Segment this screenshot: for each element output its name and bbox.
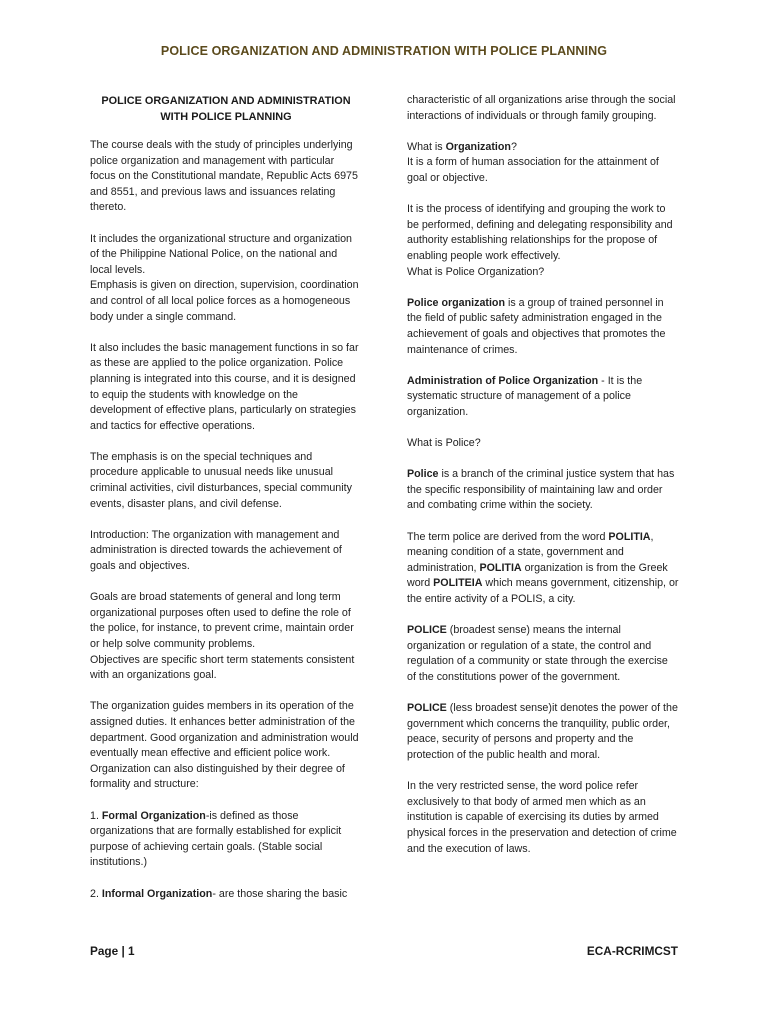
course-description-paragraph: The course deals with the study of principles underlying police organization and management with particular focus on the Constitutional mandate, Republic Acts 6975 and 8551, and previous laws and issuances relating thereto. <box>90 139 358 214</box>
administration-term: Administration of Police Organization <box>407 374 599 387</box>
police-broadest-term: POLICE <box>407 624 447 637</box>
formal-organization-term: Formal Organization <box>101 809 206 822</box>
list-number: 2. <box>90 887 102 900</box>
police-term: Police <box>407 468 439 481</box>
police-organization-definition <box>407 296 679 358</box>
organization-answer: It is a form of human association for the attainment of goal or objective. <box>407 156 659 184</box>
etymology-term-politeia: POLITEIA <box>433 577 483 590</box>
footer-code: ECA-RCRIMCST <box>586 944 678 958</box>
question-police-organization: What is Police Organization? <box>407 265 545 278</box>
etymology-text: organization is from the Greek word <box>407 561 668 590</box>
police-broadest-sense <box>407 623 679 685</box>
question-mark: ? <box>510 140 517 153</box>
organization-guides-paragraph: The organization guides members in its operation of the assigned duties. It enhances better administration of the department. Good organization and administration would eventually mean effective and efficient police work. <box>90 700 359 760</box>
etymology-term-politia: POLITIA <box>608 530 651 543</box>
informal-organization-item <box>90 887 362 903</box>
page-header-title: POLICE ORGANIZATION AND ADMINISTRATION WITH POLICE PLANNING <box>160 44 608 58</box>
goals-paragraph: Goals are broad statements of general and long term organizational purposes often used to define the role of the police, for instance, to prevent crime, maintain order or help solve community problems. <box>90 591 354 650</box>
question-term: Organization <box>445 140 511 153</box>
document-title <box>90 93 362 125</box>
organizational-structure-paragraph: It includes the organizational structure and organization of the Philippine National Police, on the national and local levels. <box>90 232 353 276</box>
police-broadest-text: (broadest sense) means the internal organization or regulation of a state, the control and regulation of a community or state through the exercise of the constitutions power of the government. <box>407 624 668 683</box>
formal-organization-definition: -is defined as those organizations that are formally established for explicit purpose of achieving certain goals. (Stable social institutions.) <box>90 809 342 869</box>
police-organization-term: Police organization <box>407 296 505 309</box>
question-organization <box>407 140 679 156</box>
organization-process-paragraph: It is the process of identifying and grouping the work to be performed, defining and delegating responsibility and authority establishing relationships for the propose of enabling people work effectively. <box>407 203 673 262</box>
right-column <box>407 93 679 873</box>
police-less-broadest-sense <box>407 701 679 763</box>
restricted-sense-paragraph: In the very restricted sense, the word police refer exclusively to that body of armed men which as an institution is capable of exercising its duties by armed physical forces in the preservation and detection of crime and the execution of laws. <box>407 780 677 855</box>
administration-text: - It is the systematic structure of management of a police organization. <box>407 374 643 418</box>
etymology-paragraph <box>407 530 679 608</box>
police-less-broadest-text: (less broadest sense)it denotes the power of the government which concerns the tranquility, public order, peace, security of persons and property and the protection of the public health and moral. <box>407 702 678 761</box>
page-number: Page | 1 <box>90 944 135 958</box>
etymology-text: which means government, citizenship, or the entire activity of a POLIS, a city. <box>407 577 679 605</box>
police-less-broadest-term: POLICE <box>407 702 447 715</box>
informal-organization-definition: - are those sharing the basic <box>212 887 348 900</box>
left-column <box>90 93 362 918</box>
etymology-text: , meaning condition of a state, government and administration, <box>407 530 654 574</box>
etymology-text: The term police are derived from the word <box>407 530 609 543</box>
informal-organization-term: Informal Organization <box>101 887 213 900</box>
special-techniques-paragraph: The emphasis is on the special techniques and procedure applicable to unusual needs like unusual criminal activities, civil disturbances, special community events, disaster plans, and civil defense. <box>90 450 352 510</box>
formal-organization-item <box>90 809 362 871</box>
management-functions-paragraph: It also includes the basic management functions in so far as these are applied to the police organization. Police planning is integrated into this course, and it is designed to equip the students with knowledge on the development of effective plans, particularly on strategies and tactics for effective operations. <box>90 341 359 432</box>
police-organization-text: is a group of trained personnel in the field of public safety administration engaged in the achievement of goals and objectives that promotes the maintenance of crimes. <box>407 296 666 356</box>
introduction-paragraph: Introduction: The organization with management and administration is directed towards the achievement of goals and objectives. <box>90 528 342 573</box>
question-police: What is Police? <box>407 437 481 450</box>
emphasis-paragraph: Emphasis is given on direction, supervision, coordination and control of all local police forces as a homogeneous body under a single command. <box>90 279 359 323</box>
administration-definition <box>407 374 679 421</box>
list-number: 1. <box>90 809 102 822</box>
police-definition <box>407 467 679 514</box>
etymology-term-politia: POLITIA <box>479 561 522 574</box>
formality-paragraph: Organization can also distinguished by their degree of formality and structure: <box>90 762 345 791</box>
question-text: What is <box>407 140 446 153</box>
document-title-line2: WITH POLICE PLANNING <box>160 111 292 123</box>
document-title-line1: POLICE ORGANIZATION AND ADMINISTRATION <box>101 95 351 107</box>
objectives-paragraph: Objectives are specific short term statements consistent with an organizations goal. <box>90 653 355 682</box>
continued-paragraph: characteristic of all organizations arise through the social interactions of individuals or through family grouping. <box>407 94 676 122</box>
police-text: is a branch of the criminal justice system that has the specific responsibility of maintaining law and order and combating crime within the society. <box>407 468 675 512</box>
